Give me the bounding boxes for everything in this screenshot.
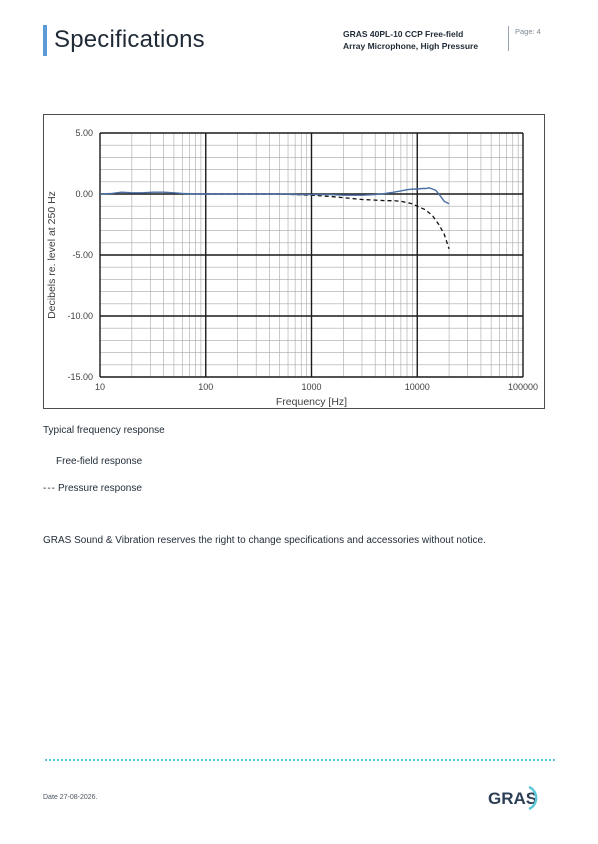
x-tick-label: 10000: [404, 382, 430, 392]
legend-free-field: Free-field response: [56, 456, 143, 467]
figure-caption: Typical frequency response: [43, 425, 165, 436]
y-tick-label: -15.00: [67, 372, 93, 382]
disclaimer-text: GRAS Sound & Vibration reserves the right to change specifications and accessories without notice.: [43, 535, 486, 546]
page-number: Page: 4: [515, 27, 541, 36]
legend-dash-marker: ---: [43, 483, 56, 494]
legend-pressure: [43, 483, 142, 494]
product-name-line-2: Array Microphone, High Pressure: [343, 41, 479, 51]
legend-pressure-label: Pressure response: [58, 483, 142, 494]
x-tick-label: 1000: [301, 382, 322, 392]
y-axis-title: Decibels re. level at 250 Hz: [46, 191, 58, 319]
x-axis-title: Frequency [Hz]: [275, 396, 348, 408]
y-tick-label: 0.00: [75, 189, 93, 199]
y-tick-label: 5.00: [75, 128, 93, 138]
x-tick-label: 100000: [507, 382, 539, 392]
logo-wordmark: GRAS: [488, 789, 538, 808]
title-accent-bar: [43, 25, 47, 56]
footer-date: Date 27-08-2026.: [43, 794, 98, 801]
product-name-line-1: GRAS 40PL-10 CCP Free-field: [343, 29, 464, 39]
x-tick-label: 10: [94, 382, 106, 392]
x-tick-label: 100: [198, 382, 214, 392]
footer-divider: [45, 759, 555, 761]
y-tick-label: -5.00: [72, 250, 93, 260]
chart-canvas: [44, 115, 546, 410]
page-title: Specifications: [54, 26, 205, 53]
gras-logo: [486, 783, 546, 813]
product-name: [343, 28, 508, 52]
header-divider: [508, 26, 509, 51]
frequency-response-chart: [43, 114, 545, 409]
y-tick-label: -10.00: [67, 311, 93, 321]
